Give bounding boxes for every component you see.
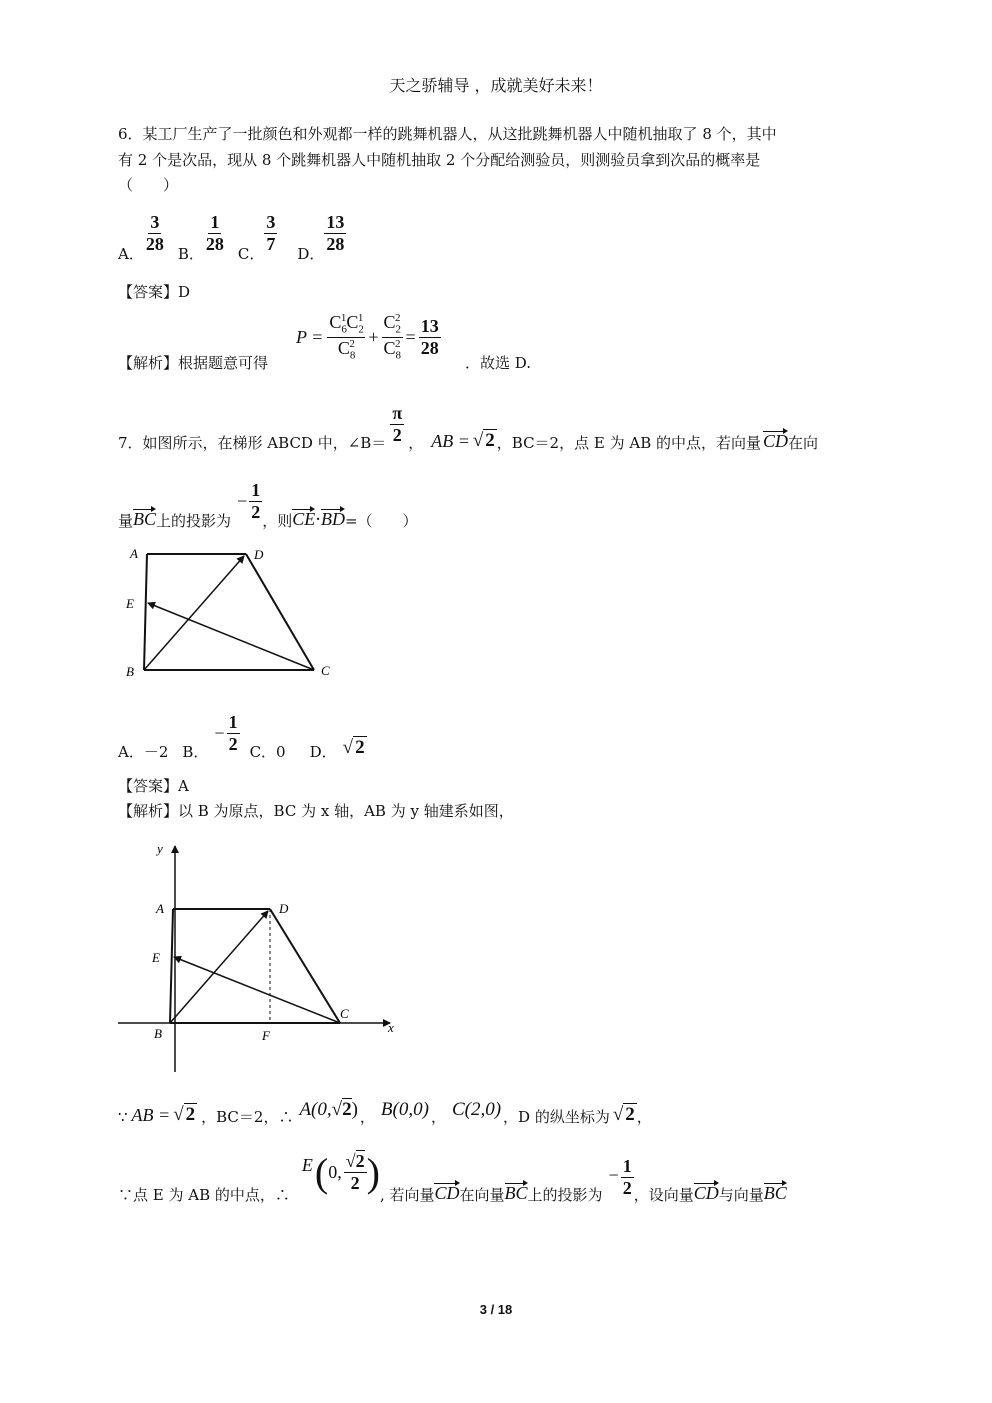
q7-options: A．－2 B． − $\frac{1}{2}$ C．0 D． √ 2 [118,712,365,761]
q6-answer: 【答案】D [118,283,191,301]
trapezoid-figure [118,540,343,685]
q6-analysis-suffix: ．故选 D. [465,354,532,372]
label-d: D [279,901,289,916]
q6-option-c: C． $\frac{3}{7}$ [237,212,276,264]
q6-line2: 有 2 个是次品，现从 8 个跳舞机器人中随机抽取 2 个分配给测验员，则测验员拿到次品的概率是 [118,151,761,169]
label-b: B [154,1026,162,1041]
q6-formula: P = $\frac{C_6^1C_2^1}{C_8^2}$ + $\frac{C_2^2}{C_8^2}$ = $\frac{13}{28}$ [296,312,439,362]
label-x: x [388,1020,394,1035]
q7-step2: ∵点 E 为 AB 的中点，∴ E ( 0, $\frac{√2}{2}$ ) , 若向量 CD 在向量 BC 上的投影为 − $\frac{1}{2}$ ，设向量 CD 与向量 BC [118,1149,787,1204]
q7-step1: ∵ AB = √ 2 ，BC＝2，∴ A(0,√2) ， B(0,0) ， C(2,0) ，D 的纵坐标为 √ 2 ， [118,1098,652,1126]
label-d: D [254,547,264,562]
label-a: A [130,546,138,561]
label-e: E [126,596,134,611]
q6-option-a: A． $\frac{3}{28}$ [118,212,164,264]
q7-line2: 量 BC 上的投影为 − $\frac{1}{2}$ ，则 CE · BD =（ ） [118,480,418,530]
q6-options [118,212,346,266]
q7-analysis: 【解析】以 B 为原点，BC 为 x 轴，AB 为 y 轴建系如图， [118,802,514,820]
label-b: B [126,664,134,679]
vector-bd-line [170,911,268,1023]
q6-option-b: B． $\frac{1}{28}$ [177,212,224,264]
edge-ab [170,909,173,1023]
q6-option-d: D． $\frac{13}{28}$ [297,212,345,264]
vector-cd: CD [762,431,788,451]
label-a: A [156,901,164,916]
label-y: y [157,841,163,856]
coordinate-figure [118,838,408,1073]
page-number: 3 / 18 [479,1302,513,1317]
edge-dc [270,909,340,1023]
edge-ab [144,554,147,670]
q7-answer: 【答案】A [118,777,189,795]
page-header: 天之骄辅导 ，成就美好未来！ [389,76,603,95]
label-c: C [321,663,330,678]
q6-analysis-prefix: 【解析】根据题意可得 [118,354,269,372]
label-c: C [340,1006,349,1021]
label-f: F [262,1028,270,1043]
q6-line3: （ ） [118,176,179,194]
q7-line1: 7．如图所示，在梯形 ABCD 中，∠B＝ $\frac{\pi}{2}$ ， AB = √ 2 ，BC＝2，点 E 为 AB 的中点，若向量 CD 在向 [118,403,819,452]
vector-bd: BD [320,509,345,529]
q6-line1: 6．某工厂生产了一批颜色和外观都一样的跳舞机器人，从这批跳舞机器人中随机抽取了 8 个，其中 [118,125,777,143]
vector-bc: BC [133,509,157,529]
vector-ce: CE [292,509,316,529]
label-e: E [152,950,160,965]
vector-bd-line [144,556,244,670]
edge-dc [246,554,314,670]
